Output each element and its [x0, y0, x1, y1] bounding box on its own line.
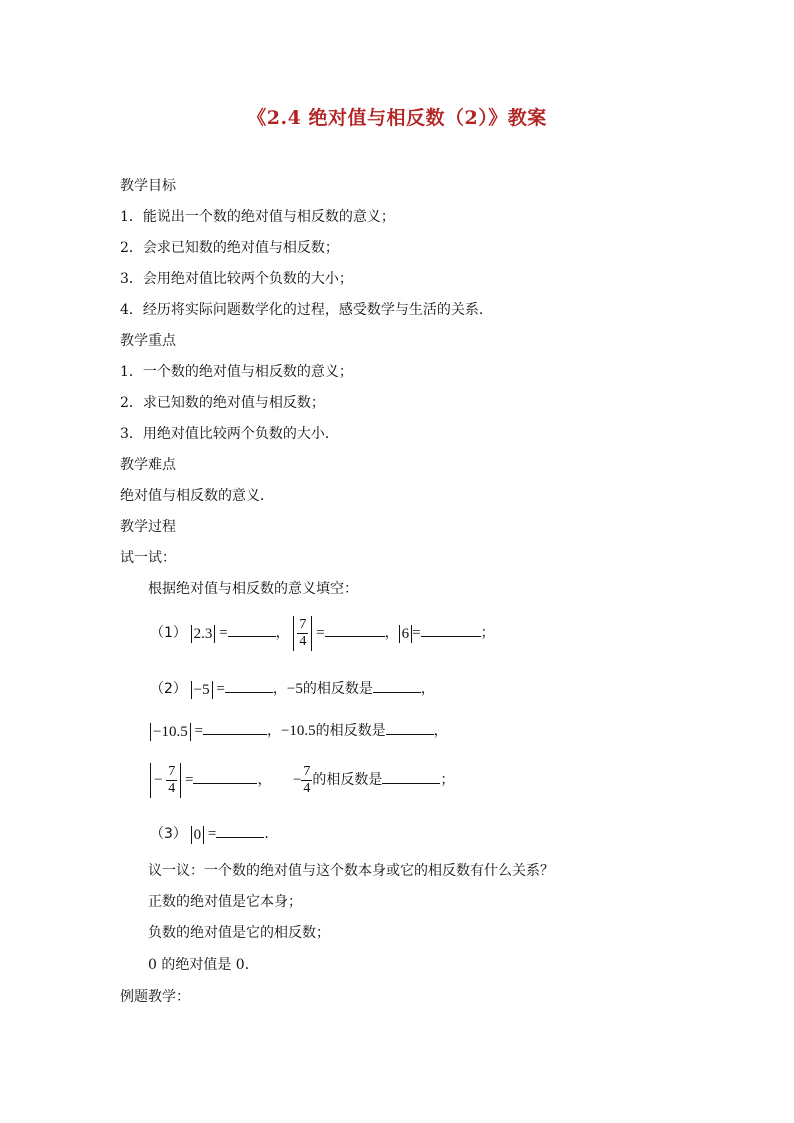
abs-fraction-expr: − $\frac{7}{4}$ — [150, 763, 181, 798]
process-heading: 教学过程 — [120, 519, 176, 535]
opposite-expr: − $\frac{7}{4}$ — [292, 764, 311, 796]
keypoint-item: 2．求已知数的绝对值与相反数； — [120, 395, 325, 411]
answer-blank — [228, 622, 276, 637]
abs-fraction-expr: $\frac{7}{4}$ — [293, 616, 312, 651]
difficulty-heading: 教学难点 — [120, 457, 176, 473]
abs-value-expr: 0 — [191, 826, 205, 844]
example-heading: 例题教学： — [120, 989, 190, 1005]
answer-blank — [421, 622, 481, 637]
instruction-text: 根据绝对值与相反数的意义填空： — [148, 581, 358, 597]
document-title: 《2.4 绝对值与相反数（2）》教案 — [247, 107, 547, 129]
exercise-1: （1） 2.3 = ， $\frac{7}{4}$ = ， 6 = ； — [150, 617, 495, 649]
exercise-2a: （2） −5 = ，−5的相反数是 ， — [150, 678, 435, 699]
keypoints-heading: 教学重点 — [120, 333, 176, 349]
abs-value-expr: 6 — [399, 625, 413, 643]
answer-blank — [216, 823, 264, 838]
exercise-1-label: （1） — [150, 624, 187, 641]
answer-blank — [386, 720, 434, 735]
abs-value-expr: 2.3 — [191, 625, 216, 643]
exercise-3-label: （3） — [150, 826, 187, 842]
objective-item: 3．会用绝对值比较两个负数的大小； — [120, 271, 353, 287]
objective-item: 4．经历将实际问题数学化的过程，感受数学与生活的关系． — [120, 302, 493, 318]
answer-blank — [325, 622, 385, 637]
try-label: 试一试： — [120, 550, 176, 566]
opposite-expr: −10.5 — [280, 723, 316, 739]
answer-blank — [203, 720, 267, 735]
answer-blank — [382, 769, 440, 784]
rule-positive: 正数的绝对值是它本身； — [148, 894, 302, 910]
rule-zero: 0 的绝对值是 0． — [148, 957, 259, 973]
rule-negative: 负数的绝对值是它的相反数； — [148, 925, 330, 941]
objectives-heading: 教学目标 — [120, 178, 176, 194]
abs-value-expr: −5 — [191, 681, 213, 699]
answer-blank — [193, 769, 257, 784]
objective-item: 1．能说出一个数的绝对值与相反数的意义； — [120, 209, 395, 225]
objective-item: 2．会求已知数的绝对值与相反数； — [120, 240, 339, 256]
keypoint-item: 1．一个数的绝对值与相反数的意义； — [120, 364, 353, 380]
discussion-text: 议一议：一个数的绝对值与这个数本身或它的相反数有什么关系？ — [148, 863, 554, 879]
answer-blank — [373, 678, 421, 693]
exercise-3: （3） 0 = ． — [150, 823, 278, 844]
answer-blank — [225, 678, 273, 693]
exercise-2c: − $\frac{7}{4}$ = ， − $\frac{7}{4}$ 的相反数是 ； — [150, 763, 454, 798]
difficulty-text: 绝对值与相反数的意义． — [120, 488, 274, 504]
opposite-expr: −5 — [286, 681, 303, 697]
exercise-2-label: （2） — [150, 681, 187, 697]
opposite-text: 的相反数是 — [312, 771, 383, 788]
exercise-2b: −10.5 = ，−10.5的相反数是 ， — [150, 720, 448, 741]
abs-value-expr: −10.5 — [150, 723, 191, 741]
opposite-text: 的相反数是 — [302, 681, 373, 697]
keypoint-item: 3．用绝对值比较两个负数的大小． — [120, 426, 339, 442]
opposite-text: 的相反数是 — [315, 723, 386, 739]
